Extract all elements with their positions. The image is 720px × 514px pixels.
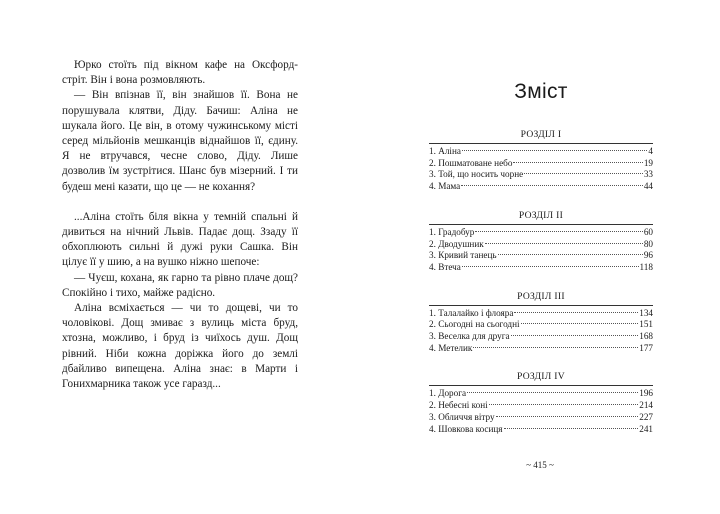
entry-title: 4. Втеча	[429, 261, 461, 272]
toc-entry	[429, 262, 653, 274]
entry-title: 1. Аліна	[429, 146, 461, 156]
dot-leader	[467, 392, 638, 393]
dot-leader	[475, 231, 642, 232]
entry-title: 1. Градобур	[429, 226, 475, 237]
entry-page-number: 241	[639, 423, 653, 434]
entry-title: 2. Небесні коні	[429, 400, 488, 411]
page-number: ~ 415 ~	[526, 460, 554, 470]
entry-page-number: 177	[639, 342, 653, 353]
entry-page-number: 151	[639, 319, 653, 330]
entry-page-number: 196	[639, 388, 653, 399]
toc-title: Зміст	[514, 80, 568, 103]
entry-title: 1. Талалайко і флояра	[429, 307, 514, 318]
toc-entry	[429, 343, 653, 355]
entry-title: 2. Пошматоване небо	[429, 157, 513, 168]
paragraph: Аліна всміхається — чи то дощеві, чи то чоловікові. Дощ змиває з вулиць міста бруд, хтозна, можливо, і бруд із чиїхось душ. Дощ рівний. Ніби кожна доріжка його до землі дбайливо випещена. Аліна знає: в Марти і Гонихмарника також усе гаразд...	[62, 302, 298, 391]
toc-entry	[429, 227, 653, 239]
dot-leader	[511, 335, 639, 336]
dot-leader	[504, 428, 639, 429]
entry-title: 3. Кривий танець	[429, 250, 497, 261]
section-divider	[429, 224, 653, 225]
entry-page-number: 134	[639, 307, 653, 318]
entry-title: 3. Веселка для друга	[429, 331, 510, 342]
dot-leader	[498, 254, 643, 255]
entry-page-number: 96	[643, 250, 653, 261]
entry-title: 4. Метелик	[429, 342, 473, 353]
entry-title: 2. Дводушник	[429, 238, 484, 249]
section-divider	[429, 143, 653, 144]
toc-entry	[429, 146, 653, 158]
dot-leader	[462, 150, 647, 151]
entry-page-number: 118	[639, 261, 653, 272]
toc-entry	[429, 319, 653, 331]
entry-page-number: 4	[648, 146, 653, 156]
paragraph: ...Аліна стоїть біля вікна у темній спальні й дивиться на нічний Львів. Падає дощ. Ззаду її обхоплюють сильні й дужі руки Сашка. Він цілує її у шию, а на вушко ніжно шепоче:	[62, 210, 298, 269]
paragraph: — Він впізнав її, він знайшов її. Вона не порушувала клятви, Діду. Бачиш: Аліна не шукала його. Це він, в отому чужинському місті серед мільйонів мешканців віднайшов її, єдину. Я не втручався, чесне слово, Діду. Лише дозволив їм зустрітися. Шанс був мізерний. І ти будеш мені казати, що це — не кохання?	[62, 89, 298, 193]
entry-page-number: 60	[643, 226, 653, 237]
section-heading: РОЗДІЛ IV	[516, 371, 566, 383]
toc-entry	[429, 308, 653, 320]
dot-leader	[462, 266, 639, 267]
dot-leader	[521, 323, 639, 324]
toc-section	[429, 210, 653, 274]
entry-page-number: 19	[643, 157, 653, 168]
toc-section	[429, 129, 653, 193]
entry-title: 3. Той, що носить чорне	[429, 169, 524, 180]
entry-page-number: 227	[639, 411, 653, 422]
entry-page-number: 33	[643, 169, 653, 180]
toc-entry	[429, 158, 653, 170]
dot-leader	[485, 243, 643, 244]
entry-title: 4. Мама	[429, 181, 461, 192]
dot-leader	[496, 416, 639, 417]
toc-entry	[429, 250, 653, 262]
entry-title: 3. Обличчя вітру	[429, 411, 495, 422]
section-heading: РОЗДІЛ I	[520, 129, 562, 140]
section-heading: РОЗДІЛ II	[518, 209, 564, 221]
dot-leader	[473, 347, 638, 348]
dot-leader	[461, 185, 643, 186]
paragraph: — Чуєш, кохана, як гарно та рівно плаче дощ? Спокійно і тихо, майже радісно.	[62, 271, 298, 299]
section-divider	[429, 305, 653, 306]
toc-entry	[429, 400, 653, 412]
toc-section	[429, 371, 653, 435]
dot-leader	[513, 162, 642, 163]
toc-entry	[429, 331, 653, 343]
section-divider	[429, 385, 653, 386]
toc-section	[429, 291, 653, 355]
body-text	[62, 58, 298, 392]
dot-leader	[514, 312, 638, 313]
entry-page-number: 168	[639, 331, 653, 342]
entry-title: 4. Шовкова косиця	[429, 423, 503, 434]
toc-entry	[429, 388, 653, 400]
entry-page-number: 44	[643, 181, 653, 192]
dot-leader	[524, 173, 643, 174]
dot-leader	[489, 404, 639, 405]
toc-entry	[429, 424, 653, 436]
entry-title: 2. Сьогодні на сьогодні	[429, 319, 520, 330]
toc-entry	[429, 181, 653, 193]
entry-title: 1. Дорога	[429, 388, 467, 399]
right-page	[360, 0, 720, 514]
entry-page-number: 80	[643, 238, 653, 249]
toc-entry	[429, 169, 653, 181]
toc-entry	[429, 239, 653, 251]
toc-entry	[429, 412, 653, 424]
entry-page-number: 214	[639, 400, 653, 411]
paragraph: Юрко стоїть під вікном кафе на Оксфорд-стріт. Він і вона розмовляють.	[62, 59, 298, 87]
section-heading: РОЗДІЛ III	[517, 290, 565, 302]
table-of-contents	[429, 80, 653, 452]
